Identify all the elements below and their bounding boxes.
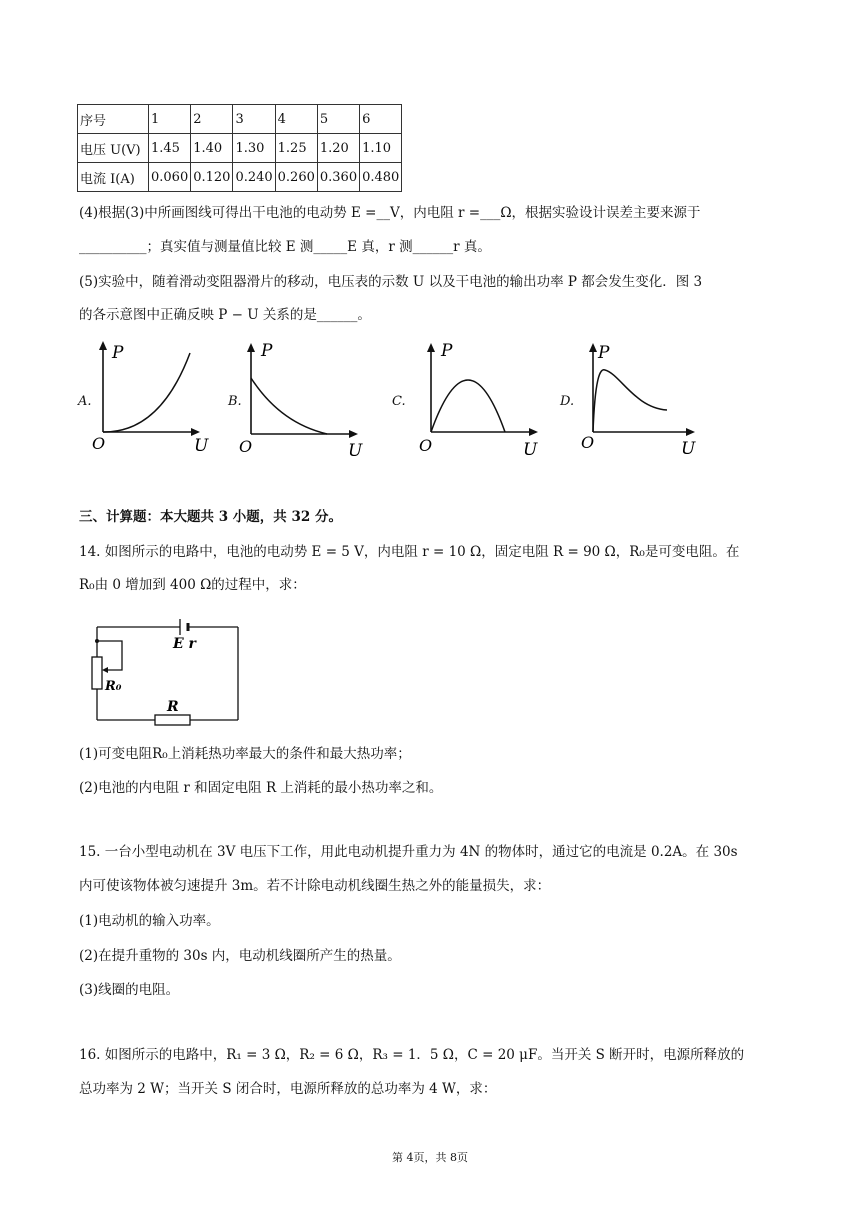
- table-cell: 0.120: [191, 163, 233, 192]
- q15-part2: (2)在提升重物的 30s 内，电动机线圈所产生的热量。: [79, 948, 401, 964]
- table-cell: 0.060: [149, 163, 191, 192]
- q13-part4-line1: (4)根据(3)中所画图线可得出干电池的电动势 E =__V，内电阻 r =___Ω，根据实验设计误差主要来源于: [79, 205, 701, 221]
- table-cell: 4: [275, 105, 317, 134]
- table-cell: 1.45: [149, 134, 191, 163]
- q13-part4-line2: __________；真实值与测量值比较 E 测_____E 真，r 测______r 真。: [79, 239, 491, 255]
- q14-circuit-diagram: [85, 615, 250, 730]
- table-row: [78, 163, 402, 192]
- table-cell: 3: [233, 105, 275, 134]
- table-cell: 1.40: [191, 134, 233, 163]
- graph-b: [235, 338, 370, 463]
- circuit-label-r0: R₀: [105, 679, 122, 694]
- q15-line2: 内可使该物体被匀速提升 3m。若不计除电动机线圈生热之外的能量损失，求：: [79, 878, 551, 894]
- table-cell: 电流 I(A): [78, 163, 149, 192]
- circuit-label-r: R: [167, 699, 179, 715]
- svg-text:P: P: [112, 343, 124, 363]
- table-cell: 5: [317, 105, 359, 134]
- table-cell: 0.480: [360, 163, 402, 192]
- q14-part1: (1)可变电阻R₀上消耗热功率最大的条件和最大热功率；: [79, 746, 411, 762]
- q15-part1: (1)电动机的输入功率。: [79, 913, 220, 929]
- q16-line2: 总功率为 2 W；当开关 S 闭合时，电源所释放的总功率为 4 W，求：: [79, 1081, 497, 1097]
- table-cell: 1.10: [360, 134, 402, 163]
- page-footer: 第 4页，共 8页: [392, 1151, 468, 1164]
- table-cell: 0.260: [275, 163, 317, 192]
- svg-text:P: P: [598, 343, 610, 363]
- q15-line1: 15. 一台小型电动机在 3V 电压下工作，用此电动机提升重力为 4N 的物体时，通过它的电流是 0.2A。在 30s: [79, 844, 738, 860]
- svg-text:P: P: [441, 341, 453, 361]
- q14-part2: (2)电池的内电阻 r 和固定电阻 R 上消耗的最小热功率之和。: [79, 780, 443, 796]
- svg-text:U: U: [523, 440, 538, 460]
- table-cell: 1: [149, 105, 191, 134]
- option-a-label: A.: [78, 394, 92, 409]
- section-3-heading: 三、计算题：本大题共 3 小题，共 32 分。: [79, 509, 342, 525]
- q16-line1: 16. 如图所示的电路中，R₁ = 3 Ω，R₂ = 6 Ω，R₃ = 1．5 Ω，C = 20 μF。当开关 S 断开时，电源所释放的: [79, 1047, 745, 1063]
- table-cell: 6: [360, 105, 402, 134]
- pu-graph-options: [70, 338, 710, 463]
- table-row: [78, 105, 402, 134]
- graph-a: [90, 338, 220, 463]
- data-table: [77, 104, 402, 192]
- table-cell: 电压 U(V): [78, 134, 149, 163]
- circuit-label-er: E r: [173, 636, 196, 652]
- option-b-label: B.: [228, 394, 242, 409]
- svg-text:U: U: [348, 441, 363, 461]
- svg-text:U: U: [194, 436, 209, 456]
- option-d-label: D.: [560, 394, 575, 409]
- svg-text:U: U: [681, 439, 696, 459]
- q14-line2: R₀由 0 增加到 400 Ω的过程中，求：: [79, 577, 306, 593]
- table-cell: 1.25: [275, 134, 317, 163]
- table-cell: 0.360: [317, 163, 359, 192]
- svg-text:P: P: [261, 341, 273, 361]
- table-cell: 0.240: [233, 163, 275, 192]
- table-cell: 1.20: [317, 134, 359, 163]
- q14-line1: 14. 如图所示的电路中，电池的电动势 E = 5 V，内电阻 r = 10 Ω，固定电阻 R = 90 Ω，R₀是可变电阻。在: [79, 544, 740, 560]
- table-row: [78, 134, 402, 163]
- svg-text:O: O: [419, 436, 433, 455]
- table-cell: 序号: [78, 105, 149, 134]
- svg-text:O: O: [239, 437, 253, 456]
- graph-c: [415, 338, 550, 463]
- q13-part5-line1: (5)实验中，随着滑动变阻器滑片的移动，电压表的示数 U 以及干电池的输出功率 P 都会发生变化．图 3: [79, 274, 703, 290]
- q13-part5-line2: 的各示意图中正确反映 P − U 关系的是______。: [79, 307, 371, 323]
- table-cell: 1.30: [233, 134, 275, 163]
- graph-d: [575, 338, 710, 463]
- table-cell: 2: [191, 105, 233, 134]
- svg-text:O: O: [92, 434, 106, 453]
- q15-part3: (3)线圈的电阻。: [79, 982, 180, 998]
- svg-text:O: O: [581, 433, 595, 452]
- option-c-label: C.: [392, 394, 406, 409]
